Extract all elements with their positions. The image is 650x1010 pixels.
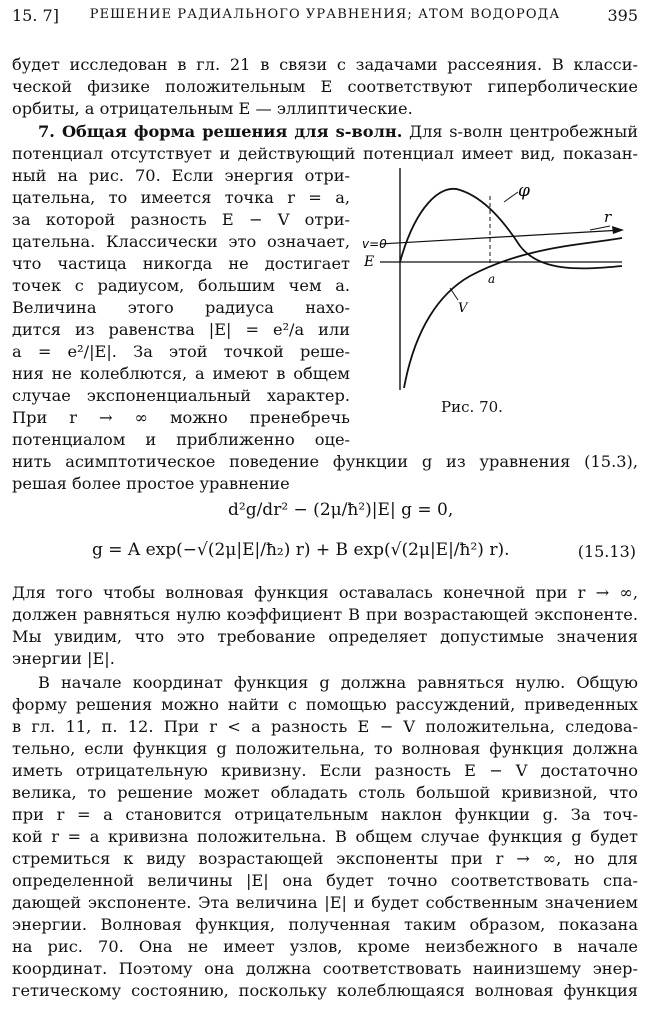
text-line: ния не колеблются, а имеют в общем: [12, 364, 350, 383]
text-line: велика, то решение может обладать столь большой кривизной, что: [12, 783, 638, 802]
text-line: кой r = a кривизна положительна. В общем случае функция g будет: [12, 827, 638, 846]
text-line: при r = a становится отрицательным наклон функции g. За точ-: [12, 805, 638, 824]
page-number: 395: [607, 6, 638, 25]
label-V: V: [458, 301, 468, 316]
text-line: определенной величины |E| она будет точно соответствовать спа-: [12, 871, 638, 890]
v-zero-axis: [380, 230, 622, 244]
text-line: потенциал отсутствует и действующий потенциал имеет вид, показан-: [12, 144, 638, 163]
text-line: энергии |E|.: [12, 649, 115, 668]
label-phi: φ: [518, 181, 530, 201]
label-a: a: [488, 272, 496, 286]
text-line: цательна, то имеется точка r = a,: [12, 188, 350, 207]
text-line: Мы увидим, что это требование определяет допустимые значения: [12, 627, 638, 646]
text-line: форму решения можно найти с помощью рассуждений, приведенных: [12, 695, 638, 714]
equation-number: (15.13): [577, 542, 636, 561]
text-line: будет исследован в гл. 21 в связи с задачами рассеяния. В класси-: [12, 55, 638, 74]
arrow-icon: [612, 226, 624, 234]
text-line: дится из равенства |E| = e²/a или: [12, 320, 350, 339]
potential-curve: [404, 238, 622, 388]
text-line: решая более простое уравнение: [12, 474, 290, 493]
text-line: гетическому состоянию, поскольку колеблющаяся волновая функция: [12, 981, 638, 1000]
text-line: тельно, если функция g положительна, то волновая функция должна: [12, 739, 638, 758]
text-fragment: Для s-волн центробежный: [408, 122, 638, 141]
text-line: координат. Поэтому она должна соответствовать наинизшему энер-: [12, 959, 638, 978]
text-line: что частица никогда не достигает: [12, 254, 350, 273]
label-E: E: [364, 254, 375, 270]
label-r: r: [604, 208, 612, 226]
text-line: за которой разность E − V отри-: [12, 210, 350, 229]
text-line: должен равняться нулю коэффициент B при возрастающей экспоненте.: [12, 605, 638, 624]
wavefunction-curve: [400, 189, 622, 269]
potential-diagram: [360, 168, 640, 396]
text-line: ный на рис. 70. Если энергия отри-: [12, 166, 350, 185]
section-heading-line: [38, 121, 638, 143]
text-line: цательна. Классически это означает,: [12, 232, 350, 251]
text-line: иметь отрицательную кривизну. Если разность E − V достаточно: [12, 761, 638, 780]
text-line: дающей экспоненте. Эта величина |E| и будет собственным значением: [12, 893, 638, 912]
text-line: потенциалом и приближенно оце-: [12, 430, 350, 449]
page-header: [12, 6, 638, 32]
figure-caption: Рис. 70.: [441, 398, 503, 416]
text-line: на рис. 70. Она не имеет узлов, кроме неизбежного в начале: [12, 937, 638, 956]
section-number: 15. 7]: [12, 6, 59, 25]
v-leader: [450, 288, 458, 300]
text-line: точек с радиусом, большим чем a.: [12, 276, 350, 295]
text-line: в гл. 11, п. 12. При r < a разность E − V положительна, следова-: [12, 717, 638, 736]
text-line: При r → ∞ можно пренебречь: [12, 408, 350, 427]
section-heading: 7. Общая форма решения для s-волн.: [38, 122, 403, 141]
equation-2: g = A exp(−√(2μ|E|/ħ₂) r) + B exp(√(2μ|E|/ħ²) r).: [92, 540, 510, 560]
text-line: орбиты, а отрицательным E — эллиптические.: [12, 99, 413, 118]
text-line: Для того чтобы волновая функция оставалась конечной при r → ∞,: [12, 583, 638, 602]
text-line: ческой физике положительным E соответствуют гиперболические: [12, 77, 638, 96]
text-line: энергии. Волновая функция, полученная таким образом, показана: [12, 915, 638, 934]
text-line: случае экспоненциальный характер.: [12, 386, 350, 405]
phi-leader: [504, 192, 518, 202]
text-line: стремиться к виду возрастающей экспоненты при r → ∞, но для: [12, 849, 638, 868]
text-line: В начале координат функция g должна равняться нулю. Общую: [38, 673, 638, 692]
text-line: a = e²/|E|. За этой точкой реше-: [12, 342, 350, 361]
text-line: нить асимптотическое поведение функции g из уравнения (15.3),: [12, 452, 638, 471]
figure-70: [360, 168, 640, 426]
equation-1: d²g/dr² − (2μ/ħ²)|E| g = 0,: [228, 500, 454, 520]
text-line: Величина этого радиуса нахо-: [12, 298, 350, 317]
label-v0: v=0: [362, 237, 387, 251]
r-arrow-stroke: [590, 226, 610, 230]
running-title: РЕШЕНИЕ РАДИАЛЬНОГО УРАВНЕНИЯ; АТОМ ВОДОРОДА: [89, 7, 561, 22]
